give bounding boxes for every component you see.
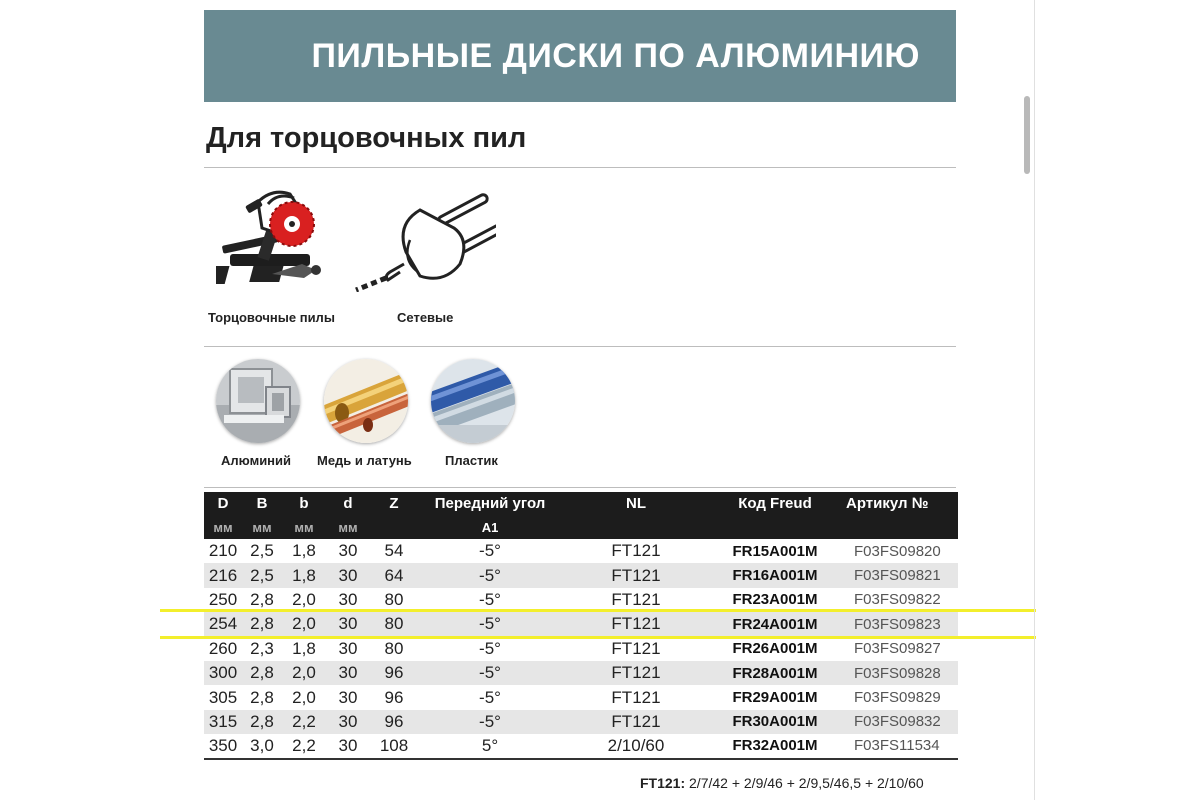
- table-cell: FT121: [562, 710, 710, 734]
- title-banner: [204, 10, 956, 102]
- table-cell: 2,8: [250, 589, 274, 609]
- col-unit: [710, 515, 840, 539]
- table-cell: FR29A001M: [732, 689, 818, 707]
- table-cell: 2,0: [282, 661, 326, 685]
- table-cell: 260: [208, 638, 238, 658]
- table-cell: FR23A001M: [732, 591, 818, 609]
- col-header: Код Freud: [710, 492, 840, 515]
- col-header: b: [282, 492, 326, 515]
- table-cell: 1,8: [292, 541, 316, 561]
- material-label-copper-brass: Медь и латунь: [317, 453, 412, 468]
- table-cell: F03FS09821: [840, 563, 958, 587]
- highlight-line-bottom: [160, 636, 1036, 639]
- table-cell: F03FS09828: [840, 661, 958, 685]
- material-label-aluminium: Алюминий: [221, 453, 292, 468]
- table-cell: FT121: [611, 589, 661, 609]
- table-cell: 2,0: [292, 589, 316, 609]
- table-cell: -5°: [479, 687, 501, 707]
- table-cell: 30: [326, 710, 370, 734]
- table-cell: 2,5: [250, 541, 274, 561]
- footnote-label: FT121:: [640, 775, 686, 791]
- col-header: Артикул №: [840, 492, 958, 515]
- table-cell: -5°: [418, 612, 562, 636]
- col-header: d: [326, 492, 370, 515]
- table-cell: 2,0: [292, 687, 316, 707]
- table-cell: 2/10/60: [562, 734, 710, 758]
- table-row: [204, 661, 958, 685]
- plastic-pipes-icon: [431, 359, 515, 443]
- table-cell: F03FS09832: [840, 710, 958, 734]
- table-cell: -5°: [418, 710, 562, 734]
- col-header: D: [204, 492, 242, 515]
- col-unit: мм: [326, 515, 370, 539]
- table-cell: F03FS09823: [840, 612, 958, 636]
- section-subtitle: Для торцовочных пил: [206, 122, 527, 154]
- table-cell: 315: [204, 710, 242, 734]
- table-cell: 1,8: [282, 563, 326, 587]
- table-cell: FR15A001M: [732, 542, 818, 560]
- table-cell: 30: [326, 661, 370, 685]
- table-cell: -5°: [479, 541, 501, 561]
- col-unit: [840, 515, 958, 539]
- table-row: [204, 734, 958, 758]
- col-header: NL: [562, 492, 710, 515]
- table-cell: 80: [384, 638, 404, 658]
- specs-table: [204, 492, 958, 760]
- col-unit: мм: [204, 515, 242, 539]
- col-unit: [370, 515, 418, 539]
- table-cell: F03FS09822: [854, 591, 941, 609]
- table-cell: 1,8: [292, 638, 316, 658]
- table-cell: 30: [338, 541, 358, 561]
- banner-title: ПИЛЬНЫЕ ДИСКИ ПО АЛЮМИНИЮ: [311, 36, 920, 75]
- table-cell: 108: [370, 734, 418, 758]
- machine-icons-row: [204, 168, 956, 346]
- table-header-row: [204, 492, 958, 515]
- catalog-page: [204, 10, 956, 488]
- table-cell: 2,8: [242, 661, 282, 685]
- table-cell: 80: [384, 589, 404, 609]
- table-cell: FR30A001M: [710, 710, 840, 734]
- table-cell: 96: [384, 687, 404, 707]
- table-row: [204, 685, 958, 709]
- table-cell: 2,0: [282, 612, 326, 636]
- table-cell: 2,8: [242, 612, 282, 636]
- page-edge-line: [1034, 0, 1035, 800]
- col-unit: [562, 515, 710, 539]
- table-cell: 2,3: [250, 638, 274, 658]
- materials-row: [204, 347, 956, 487]
- copper-brass-pipes-icon: [324, 359, 408, 443]
- table-row: [204, 637, 958, 661]
- table-cell: FR24A001M: [710, 612, 840, 636]
- table-cell: 216: [204, 563, 242, 587]
- table-cell: -5°: [418, 563, 562, 587]
- col-unit: мм: [242, 515, 282, 539]
- table-cell: FT121: [611, 687, 661, 707]
- col-header: B: [242, 492, 282, 515]
- table-cell: FT121: [562, 563, 710, 587]
- table-cell: 300: [204, 661, 242, 685]
- table-row: [204, 710, 958, 734]
- col-unit: мм: [282, 515, 326, 539]
- footnote-text: 2/7/42 + 2/9/46 + 2/9,5/46,5 + 2/10/60: [685, 775, 924, 791]
- table-cell: FR26A001M: [732, 640, 818, 658]
- table-cell: 30: [338, 589, 358, 609]
- highlight-line-top: [160, 609, 1036, 612]
- footnote: [640, 775, 924, 791]
- col-header: Z: [370, 492, 418, 515]
- table-cell: 30: [326, 612, 370, 636]
- machine-label-mains: Сетевые: [397, 310, 454, 325]
- table-cell: 5°: [418, 734, 562, 758]
- table-cell: 210: [208, 541, 238, 561]
- table-cell: 80: [370, 612, 418, 636]
- table-cell: FR32A001M: [710, 734, 840, 758]
- table-cell: 250: [208, 589, 238, 609]
- table-row: [204, 563, 958, 587]
- divider: [204, 487, 956, 488]
- table-cell: 350: [204, 734, 242, 758]
- table-cell: FR28A001M: [710, 661, 840, 685]
- scrollbar-thumb[interactable]: [1024, 96, 1030, 174]
- table-cell: F03FS09827: [854, 640, 941, 658]
- table-cell: 30: [326, 563, 370, 587]
- table-cell: F03FS09820: [854, 542, 941, 560]
- table-cell: 2,5: [242, 563, 282, 587]
- table-cell: 305: [208, 687, 238, 707]
- table-cell: 30: [338, 638, 358, 658]
- table-cell: -5°: [418, 661, 562, 685]
- table-row: [204, 539, 958, 563]
- table-cell: -5°: [479, 638, 501, 658]
- machine-label-miter-saw: Торцовочные пилы: [208, 310, 335, 325]
- material-label-plastic: Пластик: [445, 453, 498, 468]
- table-cell: FT121: [611, 638, 661, 658]
- table-cell: 3,0: [242, 734, 282, 758]
- table-cell: F03FS11534: [840, 734, 958, 758]
- table-cell: 2,2: [282, 734, 326, 758]
- table-cell: 96: [370, 661, 418, 685]
- table-cell: FT121: [562, 661, 710, 685]
- table-cell: 2,2: [282, 710, 326, 734]
- table-cell: 2,8: [250, 687, 274, 707]
- power-plug-icon: [350, 180, 496, 292]
- table-units-row: [204, 515, 958, 539]
- table-cell: 254: [204, 612, 242, 636]
- table-cell: 96: [370, 710, 418, 734]
- aluminium-profile-icon: [216, 359, 300, 443]
- table-cell: 2,8: [242, 710, 282, 734]
- table-cell: 54: [384, 541, 404, 561]
- table-cell: -5°: [479, 589, 501, 609]
- table-cell: FT121: [562, 612, 710, 636]
- table-row: [204, 612, 958, 636]
- col-unit: A1: [418, 515, 562, 539]
- table-cell: FT121: [611, 541, 661, 561]
- col-header: Передний угол: [418, 492, 562, 515]
- table-cell: FR16A001M: [710, 563, 840, 587]
- table-cell: F03FS09829: [854, 689, 941, 707]
- table-cell: 64: [370, 563, 418, 587]
- table-cell: 30: [338, 687, 358, 707]
- miter-saw-icon: [216, 182, 326, 290]
- table-cell: 30: [326, 734, 370, 758]
